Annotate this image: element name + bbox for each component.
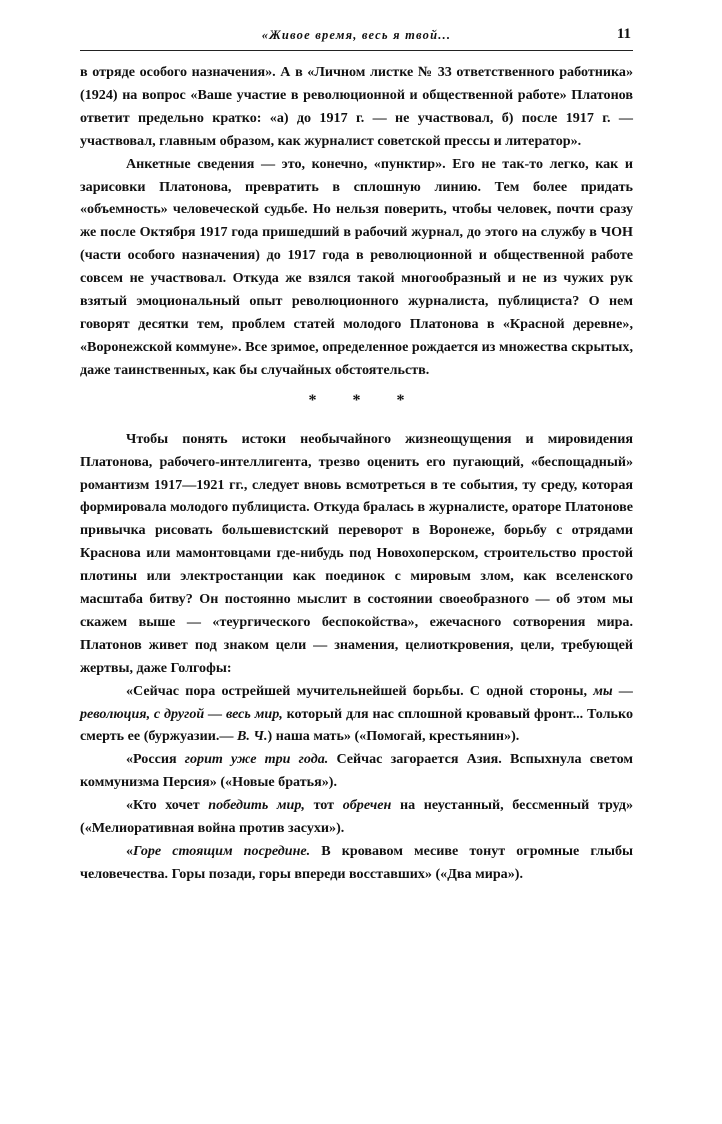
running-title: «Живое время, весь я твой...	[261, 28, 452, 42]
italic-emphasis: В. Ч.	[236, 728, 268, 745]
text-run: Сейчас загорается Азия. Вспыхнула светом коммунизма Персия» («Новые братья»).	[80, 751, 633, 791]
text-run: тот	[304, 797, 343, 814]
text-run: в отряде особого назначения». А в «Личном листке № 33 ответственного работника» (1924) на вопрос «Ваше участие в революционной и общественной работе» Платонов ответит предельно кратко: «а) до 1917 г. — не участвовал, б) после 1917 г. — участвовал, главным образом, как журналист советской прессы и литератор».	[80, 64, 633, 149]
quote-struggle	[80, 680, 633, 749]
italic-emphasis: победить мир,	[208, 797, 305, 814]
paragraph-origins	[80, 428, 633, 680]
text-run: который для нас сплошной кровавый фронт... Только смерть ее (буржуазии.—	[80, 705, 633, 745]
quote-two-worlds	[80, 840, 633, 886]
text-run: Чтобы понять истоки необычайного жизнеощущения и мировидения Платонова, рабочего-интеллигента, трезво оценить его пугающий, «беспощадный» романтизм 1917—1921 гг., следует вновь всмотреться в те события, ту среду, которая формировала молодого публициста. Откуда бралась в журналисте, ораторе Платонове привычка рисовать большевистский переворот в Воронеже, борьбу с отрядами Краснова или мамонтовцами где-нибудь под Новохоперском, строительство простой плотины или электростанции как поединок с мировым злом, как вселенского масштаба битву? Он постоянно мыслит в состоянии своеобразного — об этом мы скажем выше — «теургического беспокойства», ежечасного сотворения мира. Платонов живет под знаком цели — знамения, целиоткровения, цели, требующей жертвы, даже Голгофы:	[80, 430, 633, 676]
body-text	[80, 61, 633, 886]
quote-russia-burns	[80, 748, 633, 794]
text-run: «Россия	[126, 751, 185, 768]
text-run: Анкетные сведения — это, конечно, «пунктир». Его не так-то легко, как и зарисовки Платонова, превратить в сплошную линию. Тем более придать «объемность» человеческой судьбе. Но нельзя поверить, чтобы человек, почти сразу же после Октября 1917 года пришедший в рабочий журнал, до этого на службу в ЧОН (части особого назначения) до 1917 года в революционной и общественной работе совсем не участвовал. Откуда же взялся такой многообразный и не из чужих рук взятый эмоциональный опыт революционного журналиста, публициста? О нем говорят десятки тем, проблем статей молодого Платонова в «Красной деревне», «Воронежской коммуне». Все зримое, определенное рождается из множества скрытых, даже таинственных, как бы случайных обстоятельств.	[80, 155, 633, 378]
text-run: на неустанный, бессменный труд» («Мелиоративная война против засухи»).	[80, 797, 633, 837]
book-page	[80, 24, 633, 886]
quote-conquer-world	[80, 794, 633, 840]
text-run: «Сейчас пора острейшей мучительнейшей борьбы. С одной стороны,	[126, 682, 594, 699]
italic-emphasis: Горе стоящим посредине.	[133, 843, 311, 859]
text-run: В кровавом месиве тонут огромные глыбы человечества. Горы позади, горы впереди восставших» («Два мира»).	[80, 843, 633, 882]
italic-emphasis: горит уже три года.	[184, 751, 329, 768]
text-run: «Кто хочет	[126, 797, 209, 814]
running-head	[80, 24, 633, 51]
paragraph-questionnaire	[80, 153, 633, 382]
text-run: «	[126, 843, 134, 859]
page-number: 11	[616, 26, 631, 42]
text-run: ) наша мать» («Помогай, крестьянин»).	[267, 728, 520, 745]
paragraph-continued	[80, 61, 633, 153]
italic-emphasis: обречен	[342, 797, 392, 814]
section-separator: * * *	[308, 391, 421, 409]
italic-emphasis: мы — революция, с другой — весь мир,	[80, 682, 633, 722]
